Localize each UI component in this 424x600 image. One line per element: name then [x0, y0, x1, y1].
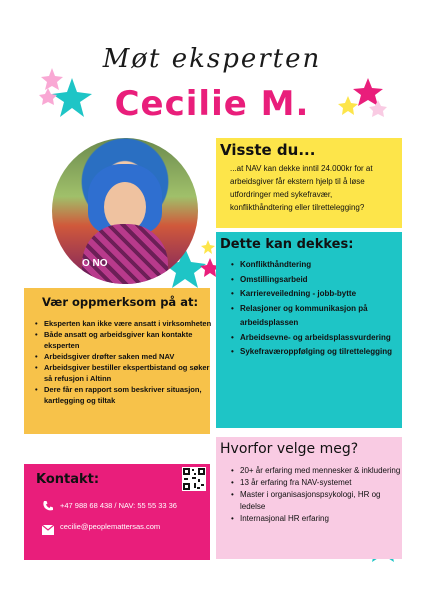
list-item: • Konflikthåndtering	[240, 258, 406, 273]
list-item: • Eksperten kan ikke være ansatt i virksomheten	[44, 318, 216, 329]
why-me-list	[230, 465, 408, 525]
photo-sign-text: O NO	[82, 258, 108, 269]
contact-phone[interactable]: +47 988 68 438 / NAV: 55 55 33 36	[60, 501, 177, 510]
list-item: • Både ansatt og arbeidsgiver kan kontakte eksperten	[44, 329, 216, 351]
profile-photo	[52, 138, 198, 284]
notice-list	[34, 318, 216, 406]
list-item: • Relasjoner og kommunikasjon på arbeidsplassen	[240, 302, 406, 331]
list-item: • Arbeidsgiver bestiller ekspertbistand og søker så refusjon i Altinn	[44, 362, 216, 384]
list-item: • Dere får en rapport som beskriver situasjon, kartlegging og tiltak	[44, 384, 216, 406]
did-you-know-title: Visste du...	[220, 141, 316, 159]
star-icon	[201, 240, 215, 254]
why-me-box	[216, 437, 402, 559]
contact-box	[24, 464, 210, 560]
email-icon	[42, 522, 54, 540]
list-item: • Sykefraværoppfølging og tilrettelegging	[240, 345, 406, 360]
coverage-list	[230, 258, 406, 360]
phone-icon	[42, 499, 54, 517]
notice-box	[24, 288, 210, 434]
contact-title: Kontakt:	[36, 472, 100, 487]
notice-title: Vær oppmerksom på at:	[42, 295, 199, 309]
list-item: • Master i organisasjonspsykologi, HR og ledelse	[240, 489, 408, 513]
did-you-know-box	[216, 138, 402, 228]
list-item: • Karriereveiledning - jobb-bytte	[240, 287, 406, 302]
photo-body	[82, 224, 168, 284]
contact-email[interactable]: cecilie@peoplemattersas.com	[60, 522, 161, 531]
list-item: • Arbeidsevne- og arbeidsplassvurdering	[240, 331, 406, 346]
list-item: • 13 år erfaring fra NAV-systemet	[240, 477, 408, 489]
why-me-title: Hvorfor velge meg?	[220, 441, 359, 457]
list-item: • Arbeidsgiver drøfter saken med NAV	[44, 351, 216, 362]
page-subtitle: Møt eksperten	[102, 44, 322, 74]
list-item: • Omstillingsarbeid	[240, 273, 406, 288]
list-item: • Internasjonal HR erfaring	[240, 513, 408, 525]
coverage-title: Dette kan dekkes:	[220, 237, 354, 252]
coverage-box	[216, 232, 402, 428]
page-title: Cecilie M.	[114, 84, 310, 124]
did-you-know-text: ...at NAV kan dekke inntil 24.000kr for at arbeidsgiver får ekstern hjelp til å løse utfordringer med sykefravær, konflikthåndtering eller tilrettelegging?	[230, 164, 373, 212]
list-item: • 20+ år erfaring med mennesker & inkludering	[240, 465, 408, 477]
qr-code-icon	[182, 467, 206, 491]
